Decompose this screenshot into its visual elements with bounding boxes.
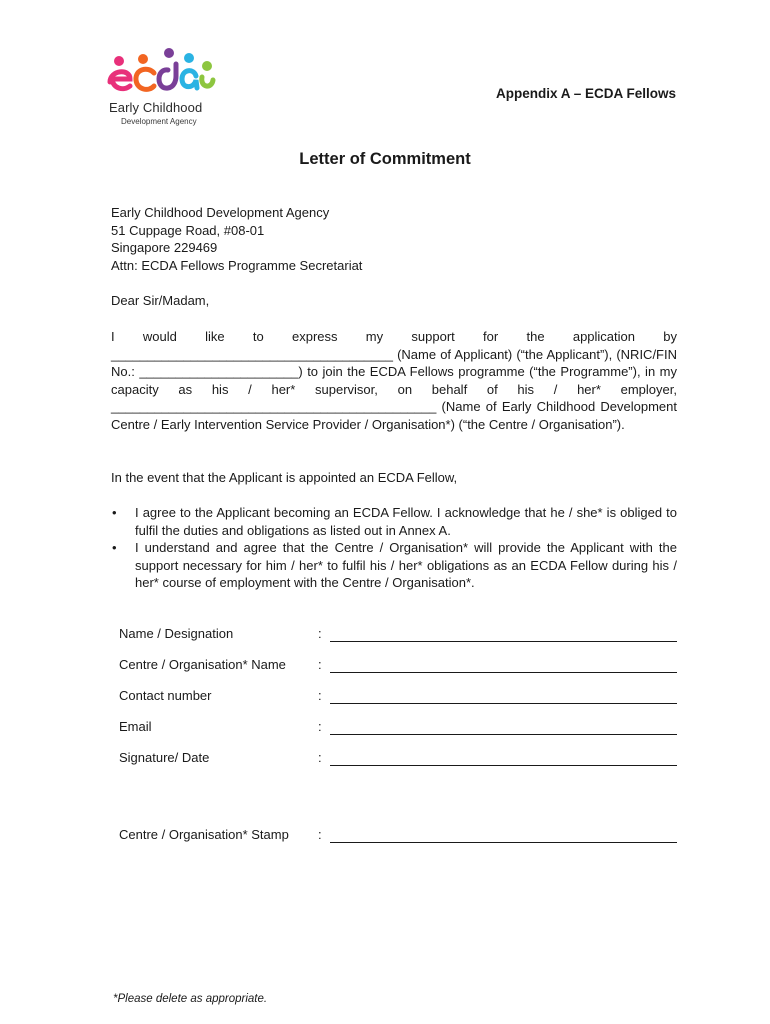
- event-intro: In the event that the Applicant is appointed an ECDA Fellow,: [111, 470, 458, 485]
- field-row-name-designation: [119, 626, 677, 644]
- contact-number-field[interactable]: [330, 703, 677, 704]
- ecda-logo: [106, 46, 218, 130]
- field-colon: :: [318, 626, 322, 641]
- field-row-email: [119, 719, 677, 737]
- recipient-address: [111, 204, 677, 274]
- field-colon: :: [318, 688, 322, 703]
- field-label: Centre / Organisation* Stamp: [119, 827, 289, 842]
- field-colon: :: [318, 827, 322, 842]
- field-colon: :: [318, 657, 322, 672]
- email-field[interactable]: [330, 734, 677, 735]
- field-row-contact-number: [119, 688, 677, 706]
- logo-subname: Development Agency: [121, 117, 197, 126]
- address-line: Singapore 229469: [111, 240, 218, 256]
- list-item: [111, 504, 677, 539]
- address-line: Attn: ECDA Fellows Programme Secretariat: [111, 257, 363, 273]
- list-item-text: I understand and agree that the Centre / Organisation* will provide the Applicant with the support necessary for him / her* to fulfil his / her* obligations as an ECDA Fellow during his / her* course of employment with the Centre / Organisation*.: [135, 540, 677, 591]
- logo-name: Early Childhood: [109, 100, 203, 115]
- field-row-centre-name: [119, 657, 677, 675]
- appendix-heading: Appendix A – ECDA Fellows: [495, 86, 676, 101]
- salutation: Dear Sir/Madam,: [111, 293, 210, 308]
- bullet-icon: •: [112, 540, 117, 556]
- address-line: Early Childhood Development Agency: [111, 205, 330, 220]
- support-paragraph: I would like to express my support for the application by _______________________________________ (Name of Applicant) (“the Applicant”), (NRIC/FIN No.: ______________________) to join the ECDA Fellows programme (“the Programme”), in my capacity as his / her* supervisor, on behalf of his / her* employer, _____________________________________________ (Name of Early Childhood Development Centre / Early Intervention Service Provider / Organisation*) (“the Centre / Organisation”).: [111, 329, 677, 432]
- field-label: Centre / Organisation* Name: [119, 657, 286, 672]
- field-colon: :: [318, 750, 322, 765]
- ecda-logo-graphic: [106, 46, 218, 102]
- field-label: Email: [119, 719, 152, 734]
- field-label: Contact number: [119, 688, 212, 703]
- stamp-field[interactable]: [330, 842, 677, 843]
- signatory-fields: [119, 626, 677, 856]
- field-label: Name / Designation: [119, 626, 234, 641]
- page-title: Letter of Commitment: [299, 150, 471, 168]
- commitment-list: [111, 504, 677, 592]
- field-row-signature-date: [119, 750, 677, 768]
- list-item: [111, 539, 677, 592]
- field-label: Signature/ Date: [119, 750, 210, 765]
- name-designation-field[interactable]: [330, 641, 677, 642]
- field-row-stamp: [119, 827, 677, 845]
- list-item-text: I agree to the Applicant becoming an ECDA Fellow. I acknowledge that he / she* is obliged to fulfil the duties and obligations as listed out in Annex A.: [135, 505, 677, 538]
- address-line: 51 Cuppage Road, #08-01: [111, 222, 265, 238]
- field-colon: :: [318, 719, 322, 734]
- centre-name-field[interactable]: [330, 672, 677, 673]
- signature-date-field[interactable]: [330, 765, 677, 766]
- bullet-icon: •: [112, 505, 117, 520]
- footnote: *Please delete as appropriate.: [113, 993, 268, 1005]
